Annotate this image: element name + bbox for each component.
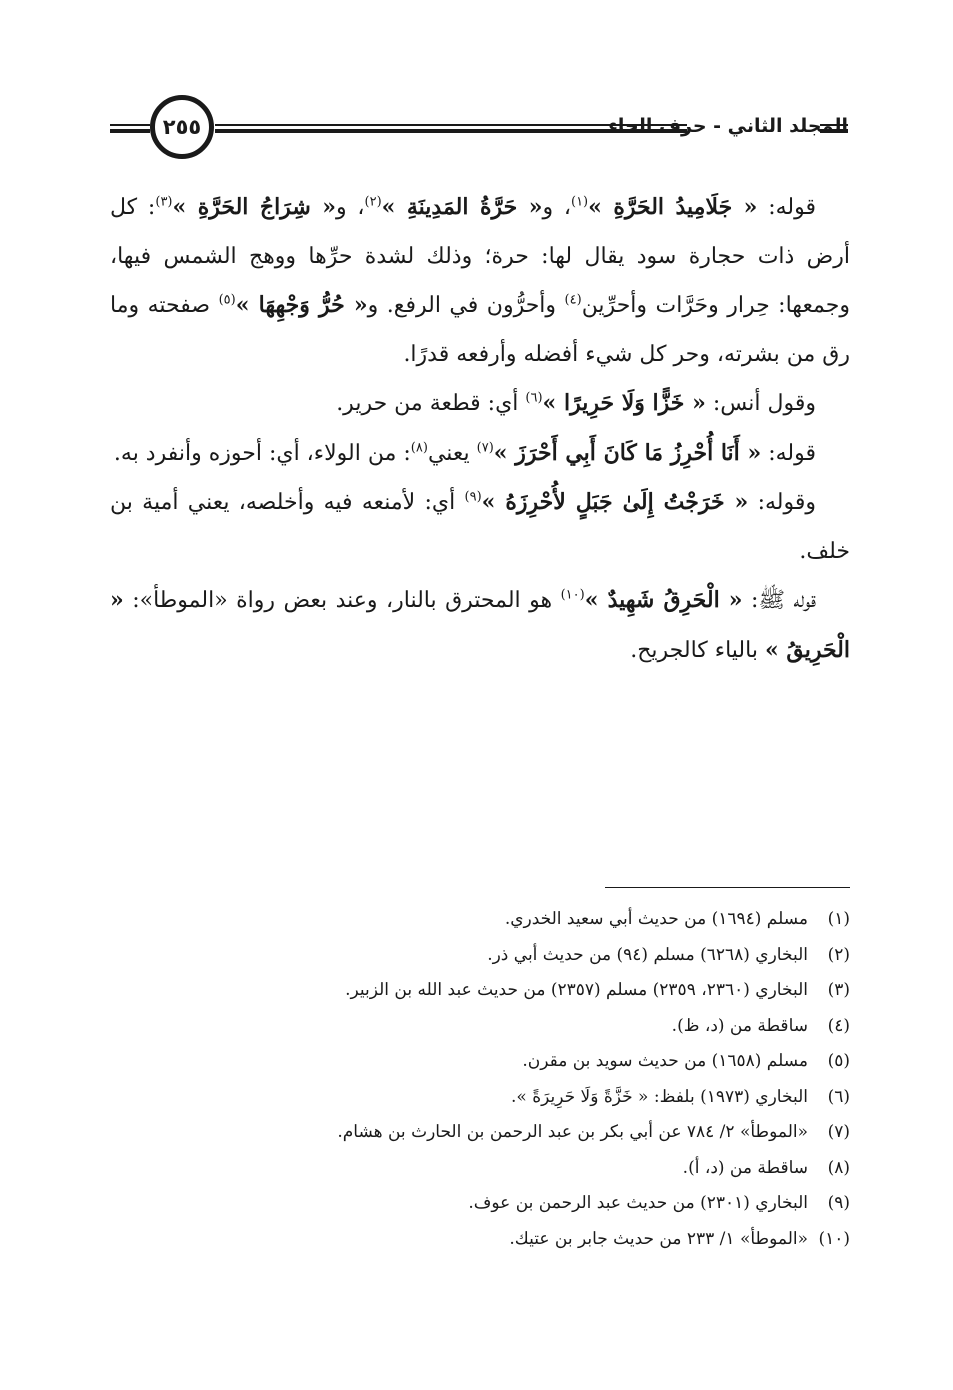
text-run: وقوله:	[748, 490, 816, 515]
text-run: يعني	[427, 440, 477, 466]
text-run: صفحته وما رق من بشرته، وحر كل شيء أفضله وأرفعه قدرًا.	[110, 293, 850, 367]
footnote-ref: (٥)	[218, 292, 236, 308]
text-run: قوله ﷺ:	[742, 588, 816, 613]
header-rule	[215, 124, 687, 136]
footnote	[110, 1044, 850, 1080]
footnote-ref: (٩)	[464, 489, 482, 505]
footnote-text: البخاري (٦٢٦٨) مسلم (٩٤) من حديث أبي ذر.	[487, 944, 808, 965]
footnote-ref: (١٠)	[560, 587, 585, 603]
text-run: قوله:	[761, 440, 816, 466]
quoted-phrase: « الْحَرِيقُ »	[110, 587, 850, 663]
running-title: المجلد الثاني - حرف الحاء	[608, 115, 848, 137]
paragraph	[110, 379, 850, 429]
text-run: ، و	[335, 195, 365, 220]
footnote-text: ساقطة من (د، أ).	[682, 1157, 808, 1178]
footnote	[110, 1080, 850, 1116]
footnote	[110, 938, 850, 974]
footnote-number: (٢)	[827, 944, 850, 965]
footnote-text: «الموطأ» ٢/ ٧٨٤ عن أبي بكر بن عبد الرحمن بن الحارث بن هشام.	[337, 1122, 808, 1142]
text-run: ، و	[542, 195, 571, 220]
footnote-number: (٣)	[827, 980, 850, 1000]
footnote-text: البخاري (١٩٧٣) بلفظ: « خَزَّةً وَلَا حَرِيرَةً ».	[511, 1086, 808, 1107]
footnote	[110, 1151, 850, 1187]
text-run: بالياء كالجريح.	[630, 637, 765, 663]
quoted-phrase: « شِرَاجُ الحَرَّةِ »	[172, 194, 336, 220]
paragraph	[110, 183, 850, 379]
text-run: وقول أنس:	[705, 391, 816, 416]
footnote-ref: (٣)	[155, 194, 173, 210]
footnotes	[110, 902, 850, 1257]
page-number-badge: ٢٥٥	[150, 95, 214, 159]
footnote-ref: (٦)	[525, 390, 543, 406]
footnote-number: (٩)	[827, 1193, 850, 1213]
footnote-number: (٦)	[827, 1086, 850, 1107]
quoted-phrase: « خَرَجْتُ إِلَىٰ جَبَلٍ لأُحْرِزَهُ »	[481, 489, 749, 515]
footnote-ref: (١)	[570, 194, 589, 210]
footnote	[110, 973, 850, 1009]
footnote	[110, 1186, 850, 1222]
quoted-phrase: « أَنَا أُحْرِزُ مَا كَانَ أَبِي أَحْرَزَ »	[493, 439, 762, 466]
header-rule-left	[110, 124, 150, 136]
footnote-number: (٧)	[827, 1122, 850, 1142]
paragraph	[110, 429, 850, 479]
footnote-number: (١)	[827, 909, 850, 929]
footnote-number: (٨)	[827, 1157, 850, 1178]
footnote-text: البخاري (٢٣٦٠، ٢٣٥٩) مسلم (٢٣٥٧) من حديث عبد الله بن الزبير.	[345, 980, 808, 1000]
text-run: وأحرُّون في الرفع. و	[367, 293, 565, 318]
paragraph	[110, 576, 850, 675]
footnote	[110, 1115, 850, 1151]
quoted-phrase: « حُرُّ وَجْهِهَا »	[235, 292, 368, 318]
footnote-ref: (٤)	[564, 292, 582, 308]
footnote-number: (١٠)	[818, 1228, 850, 1249]
text-run: قوله:	[757, 195, 816, 220]
footnote	[110, 902, 850, 938]
footnote	[110, 1222, 850, 1258]
footnote-separator	[605, 887, 850, 888]
footnote-text: «الموطأ» ١/ ٢٣٣ من حديث جابر بن عتيك.	[509, 1228, 808, 1249]
footnote	[110, 1009, 850, 1045]
text-run: هو المحترق بالنار، وعند بعض رواة «الموطأ»:	[123, 588, 561, 613]
main-text	[110, 183, 850, 675]
footnote-ref: (٨)	[410, 440, 428, 456]
page-header	[110, 95, 848, 165]
footnote-text: مسلم (١٦٥٨) من حديث سويد بن مقرن.	[522, 1051, 808, 1071]
footnote-text: ساقطة من (د، ظ).	[671, 1015, 808, 1036]
quoted-phrase: « حَرَّةُ المَدِينَةِ »	[381, 194, 543, 220]
footnote-number: (٤)	[827, 1015, 850, 1036]
footnote-text: البخاري (٢٣٠١) من حديث عبد الرحمن بن عوف.	[468, 1193, 808, 1213]
text-run: : من الولاء، أي: أحوزه وأنفرد به.	[113, 440, 411, 466]
quoted-phrase: « جَلَامِيدُ الحَرَّةِ »	[588, 194, 758, 220]
footnote-ref: (٧)	[476, 440, 494, 456]
text-run: : كل أرض ذات حجارة سود يقال لها: حرة؛ وذلك لشدة حرِّها ووهج الشمس فيها، وجمعها: حِرار وحَرَّات وأحرِّين	[110, 195, 850, 318]
text-run: أي: قطعة من حرير.	[336, 391, 526, 416]
quoted-phrase: « الْحَرِقُ شَهِيدٌ »	[584, 587, 743, 613]
footnote-ref: (٢)	[364, 194, 382, 210]
footnote-number: (٥)	[827, 1051, 850, 1071]
quoted-phrase: « خَزًّا وَلَا حَرِيرًا »	[542, 390, 706, 416]
paragraph	[110, 478, 850, 576]
text-run: أي: لأمنعه فيه وأخلصه، يعني أمية بن خلف.	[110, 490, 850, 564]
footnote-text: مسلم (١٦٩٤) من حديث أبي سعيد الخدري.	[504, 909, 808, 929]
